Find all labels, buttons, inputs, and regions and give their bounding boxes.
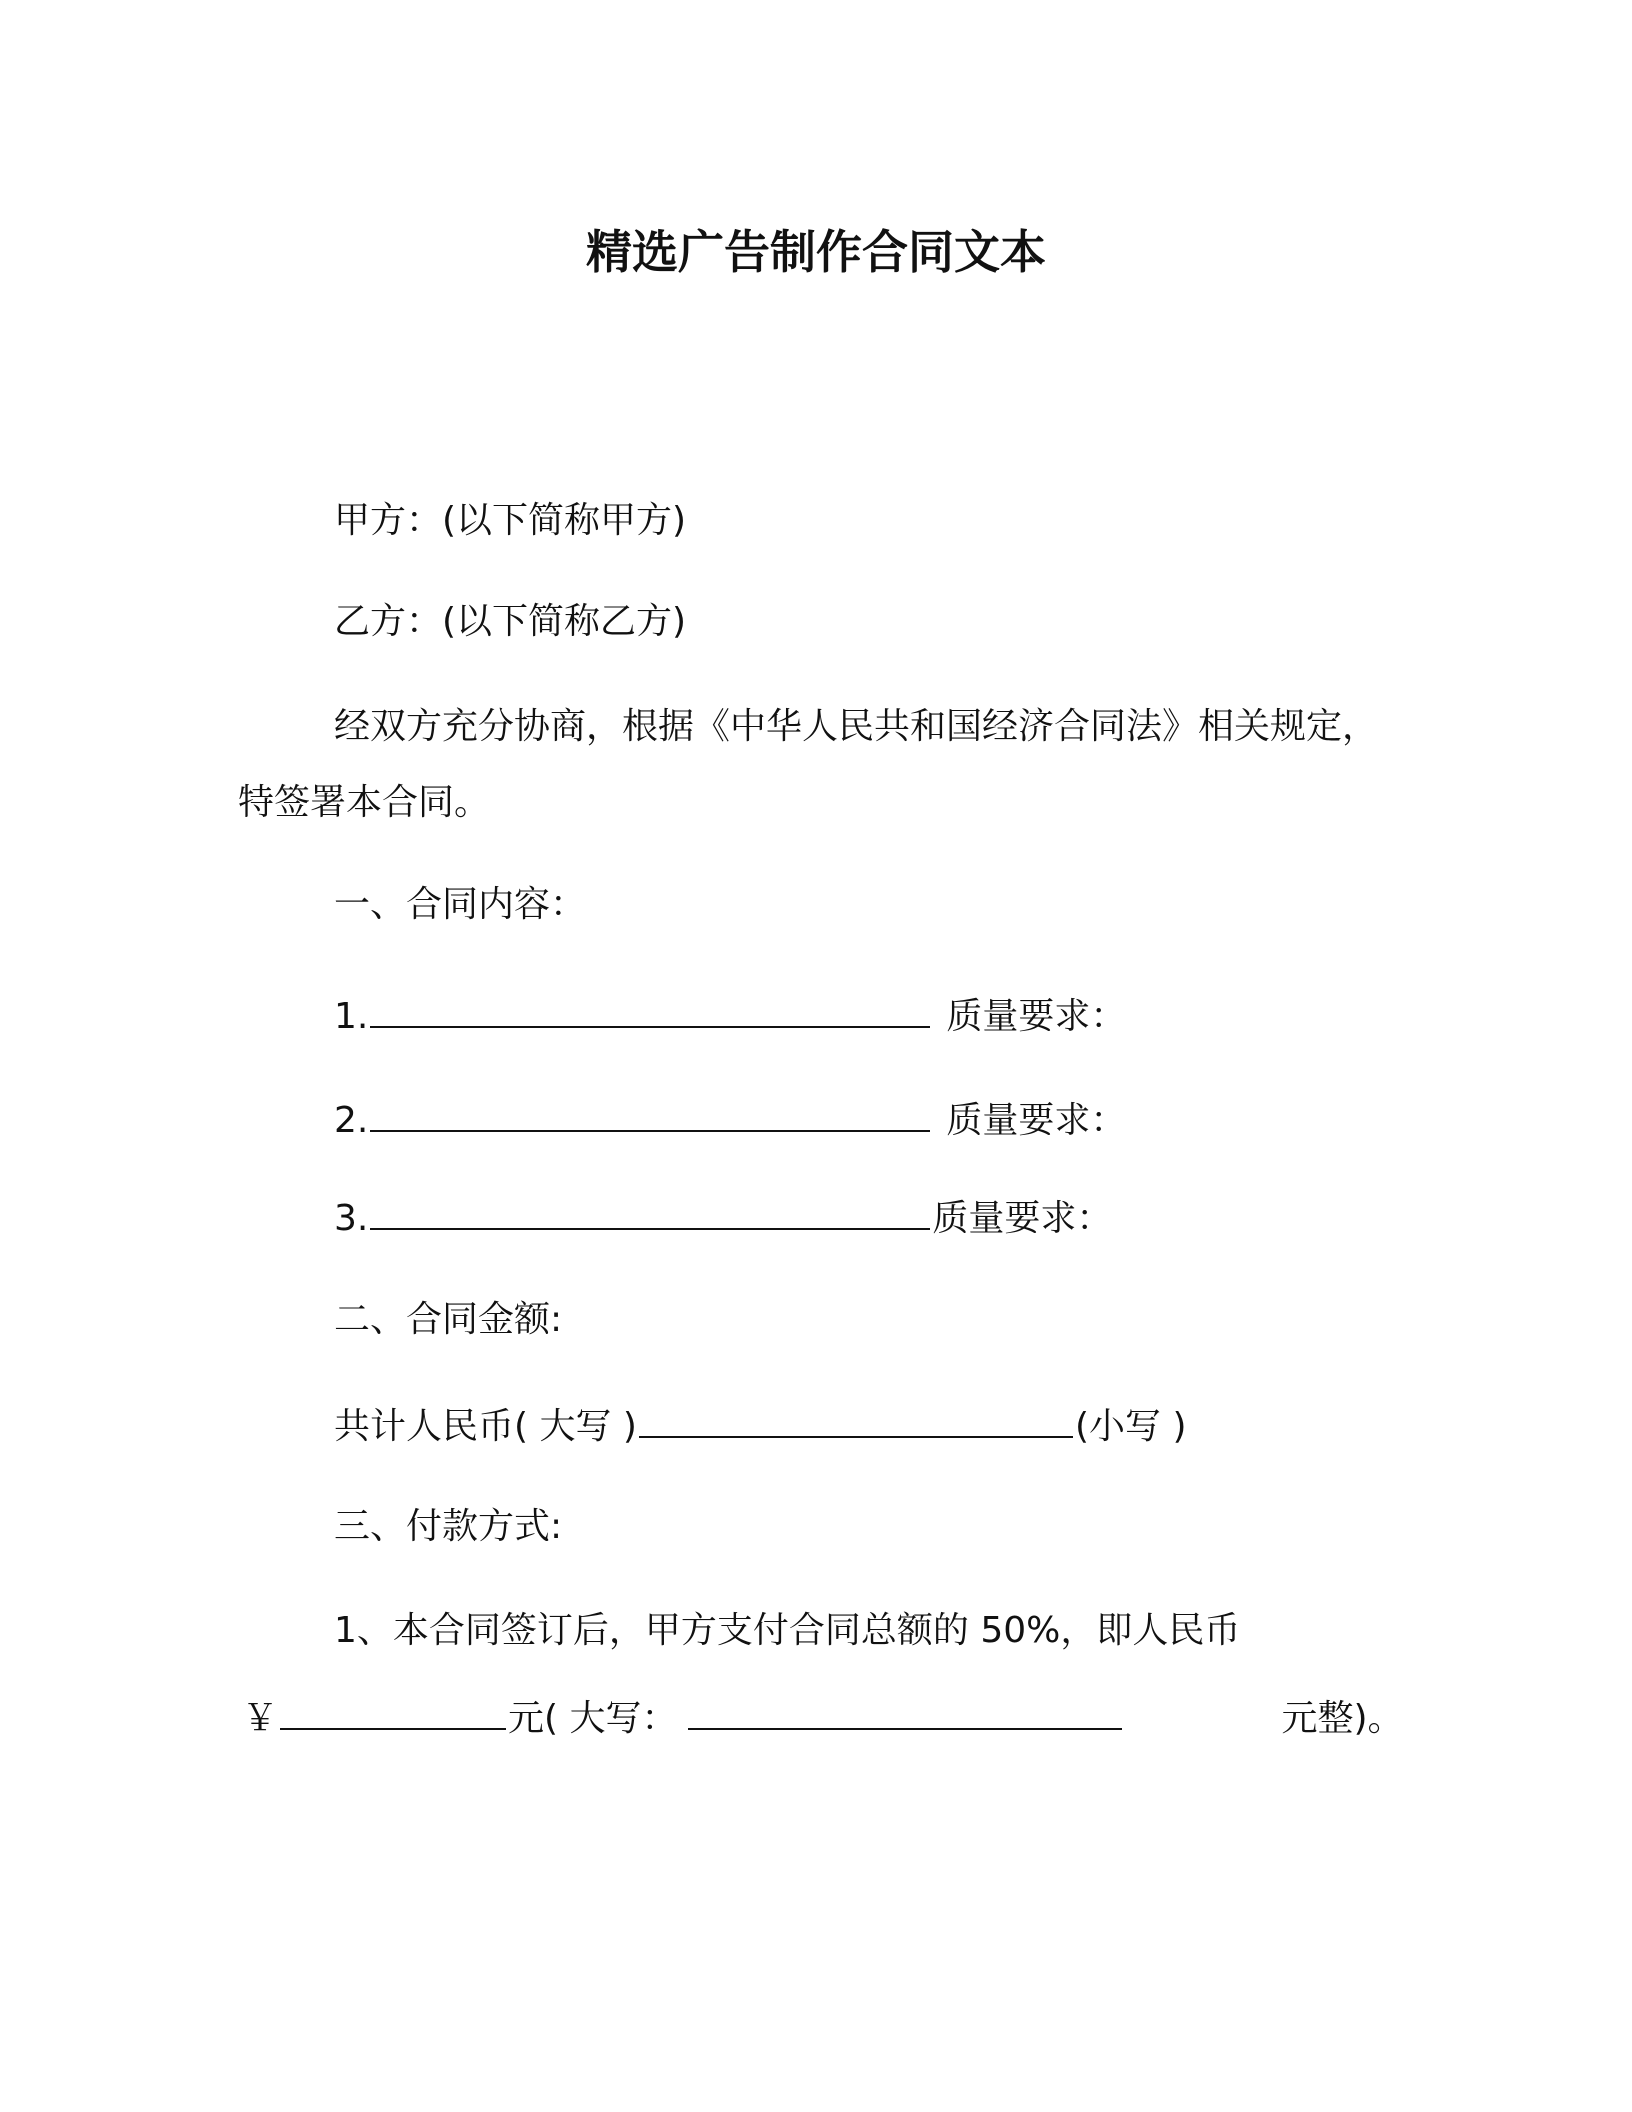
section-2-heading: 二、合同金额: [334,1299,563,1340]
section-1-heading: 一、合同内容： [334,884,587,925]
payment-1-line-2 [242,1690,1404,1744]
content-item-3 [334,1190,1112,1244]
amount-suffix: (小写 ) [1074,1406,1187,1447]
content-item-1 [334,988,1126,1042]
document-title: 精选广告制作合同文本 [586,225,1046,279]
payment-amount-field[interactable] [280,1690,506,1730]
item-number: 3. [334,1198,369,1239]
amount-line [334,1398,1187,1452]
item-blank-field[interactable] [370,1092,930,1132]
payment-end: 元整)。 [1281,1698,1404,1739]
content-item-2 [334,1092,1126,1146]
quality-label: 质量要求： [946,996,1127,1037]
item-blank-field[interactable] [370,1190,930,1230]
payment-1-line-1: 1、本合同签订后，甲方支付合同总额的 50%，即人民币 [334,1610,1241,1651]
quality-label: 质量要求： [946,1100,1127,1141]
currency-symbol: ￥ [242,1698,279,1739]
section-3-heading: 三、付款方式: [334,1506,563,1547]
preamble-line-2: 特签署本合同。 [238,782,491,823]
item-number: 2. [334,1100,369,1141]
quality-label: 质量要求： [932,1198,1113,1239]
yuan-label: 元( 大写： [508,1698,678,1739]
amount-uppercase-field[interactable] [639,1398,1073,1438]
party-a-line: 甲方：(以下简称甲方) [334,500,687,541]
amount-prefix: 共计人民币( 大写 ) [334,1406,637,1447]
payment-uppercase-field[interactable] [688,1690,1122,1730]
item-blank-field[interactable] [370,988,930,1028]
party-b-line: 乙方：(以下简称乙方) [334,601,687,642]
item-number: 1. [334,996,369,1037]
preamble-line-1: 经双方充分协商，根据《中华人民共和国经济合同法》相关规定， [334,706,1379,747]
